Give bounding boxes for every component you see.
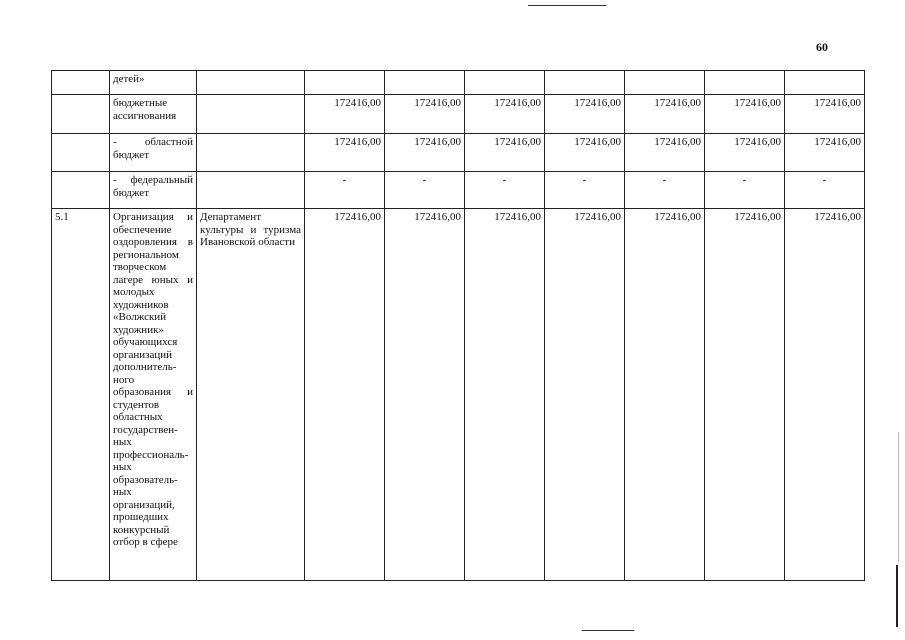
row-code: 5.1 [52,209,110,581]
page-number: 60 [816,40,828,54]
value-cell: 172416,00 [545,134,625,172]
value-cell: 172416,00 [705,209,785,581]
table-row [52,134,865,172]
value-cell: 172416,00 [785,95,865,134]
value-cell: - [545,172,625,209]
value-cell [785,71,865,95]
row-description: Организация и обеспечение оздоровления в региональном творческом лагере юных и молодых художников «Волжский художник» обучающихся организаций дополнитель- ного образования и студентов областных государствен- ных профессиональ- ных образователь- ных организаций, прошедших конкурсный отбор в сфере [110,209,197,581]
row-responsible: Департамент культуры и туризма Ивановской области [197,209,305,581]
value-cell: - [385,172,465,209]
row-responsible [197,95,305,134]
row-responsible [197,134,305,172]
row-code [52,95,110,134]
value-cell [305,71,385,95]
value-cell [385,71,465,95]
value-cell: 172416,00 [705,95,785,134]
row-code [52,134,110,172]
row-code [52,71,110,95]
row-description: - областной бюджет [110,134,197,172]
value-cell: - [705,172,785,209]
value-cell: 172416,00 [625,134,705,172]
table-row [52,209,865,581]
row-description: - федеральный бюджет [110,172,197,209]
value-cell: - [465,172,545,209]
value-cell: 172416,00 [465,95,545,134]
table-row [52,95,865,134]
row-responsible [197,71,305,95]
value-cell: 172416,00 [305,209,385,581]
value-cell [705,71,785,95]
row-description: бюджетные ассигнования [110,95,197,134]
value-cell: 172416,00 [385,134,465,172]
value-cell: 172416,00 [705,134,785,172]
table-row [52,71,865,95]
table-row [52,172,865,209]
value-cell [545,71,625,95]
value-cell: 172416,00 [625,95,705,134]
value-cell: - [305,172,385,209]
row-code [52,172,110,209]
value-cell: 172416,00 [385,95,465,134]
row-description: детей» [110,71,197,95]
value-cell: 172416,00 [785,134,865,172]
value-cell: - [785,172,865,209]
value-cell: 172416,00 [305,134,385,172]
value-cell: - [625,172,705,209]
value-cell: 172416,00 [385,209,465,581]
budget-table [51,70,865,581]
scan-edge-mark [898,432,899,562]
value-cell [465,71,545,95]
value-cell: 172416,00 [545,95,625,134]
value-cell: 172416,00 [465,134,545,172]
value-cell: 172416,00 [305,95,385,134]
row-responsible [197,172,305,209]
value-cell: 172416,00 [625,209,705,581]
bottom-rule [582,630,634,631]
top-rule [528,5,606,6]
value-cell: 172416,00 [545,209,625,581]
value-cell [625,71,705,95]
scan-edge-mark [896,565,898,627]
value-cell: 172416,00 [785,209,865,581]
value-cell: 172416,00 [465,209,545,581]
